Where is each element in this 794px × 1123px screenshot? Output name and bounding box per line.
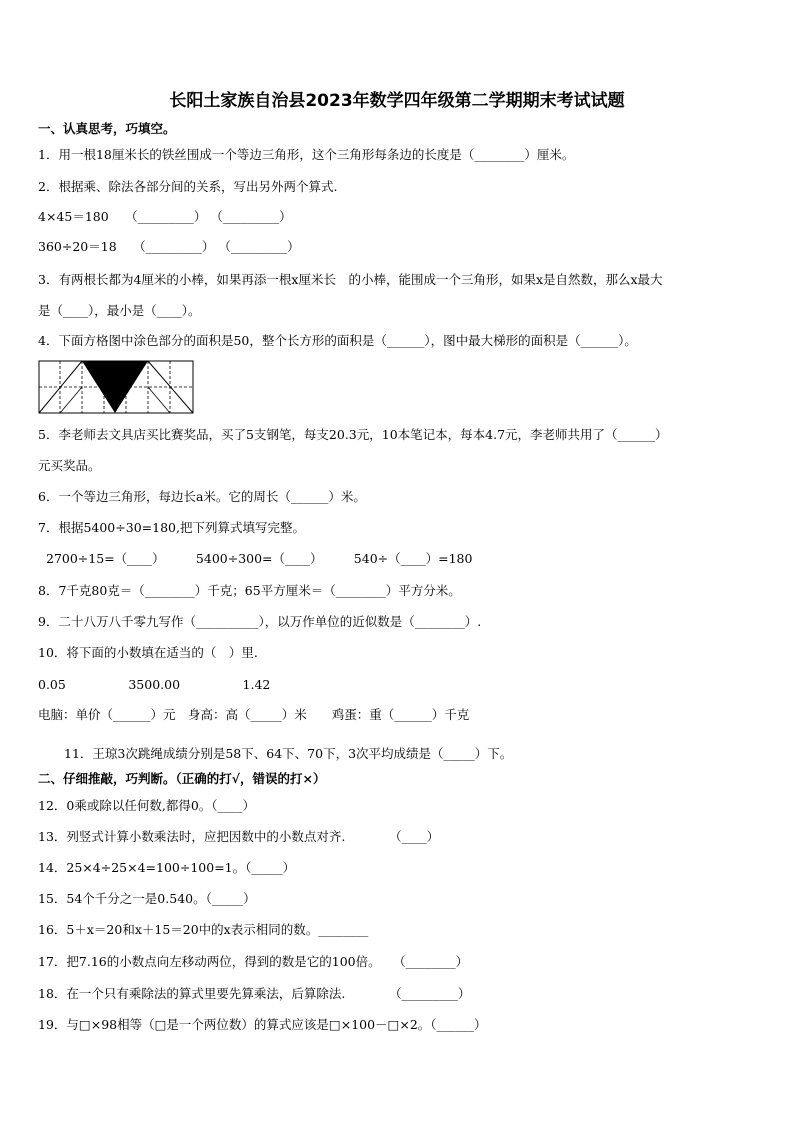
question-17: 17．把7.16的小数点向左移动两位，得到的数是它的100倍。 （________） <box>38 954 469 969</box>
question-10: 10．将下面的小数填在适当的（ ）里. <box>38 645 258 660</box>
question-3: 3．有两根长都为4厘米的小棒，如果再添一根x厘米长 的小棒，能围成一个三角形，如果x是自然数，那么x最大 <box>38 272 663 287</box>
question-6: 6．一个等边三角形，每边长a米。它的周长（______）米。 <box>38 489 366 504</box>
question-2-line-b: 360÷20＝18 （_________） （_________） <box>38 239 300 254</box>
question-10-numbers: 0.05 3500.00 1.42 <box>38 677 271 692</box>
question-13: 13．列竖式计算小数乘法时，应把因数中的小数点对齐. （____） <box>38 829 440 844</box>
question-12: 12．0乘或除以任何数,都得0。（____） <box>38 798 256 813</box>
question-16: 16．5＋x＝20和x＋15＝20中的x表示相同的数。________ <box>38 922 369 937</box>
question-4: 4．下面方格图中涂色部分的面积是50，整个长方形的面积是（______），图中最大梯形的面积是（______）。 <box>38 333 637 348</box>
question-7-exprs: 2700÷15=（____） 5400÷300=（____） 540÷（____）=180 <box>46 551 473 566</box>
question-9: 9．二十八万八千零九写作（__________），以万作单位的近似数是（________）. <box>38 614 482 629</box>
section-heading-2: 二、仔细推敲，巧判断。（正确的打√，错误的打×） <box>38 771 326 786</box>
question-18: 18．在一个只有乘除法的算式里要先算乘法，后算除法. （_________） <box>38 986 471 1001</box>
question-5-cont: 元买奖品。 <box>38 458 101 473</box>
trapezoid-grid-figure <box>38 360 194 414</box>
question-11: 11．王琼3次跳绳成绩分别是58下、64下、70下，3次平均成绩是（_____）下。 <box>64 746 513 761</box>
question-5: 5．李老师去文具店买比赛奖品，买了5支钢笔，每支20.3元，10本笔记本，每本4.7元，李老师共用了（______） <box>38 427 668 442</box>
question-10-blanks: 电脑：单价（______）元 身高：高（_____）米 鸡蛋：重（______）千克 <box>38 707 470 722</box>
question-8: 8．7千克80克＝（________）千克；65平方厘米＝（________）平方分米。 <box>38 583 461 598</box>
question-7: 7．根据5400÷30=180,把下列算式填写完整。 <box>38 520 305 535</box>
page-title: 长阳土家族自治县2023年数学四年级第二学期期末考试试题 <box>169 91 625 111</box>
question-14: 14．25×4÷25×4=100÷100=1。（_____） <box>38 860 296 875</box>
question-15: 15．54个千分之一是0.540。（_____） <box>38 891 256 906</box>
question-19: 19．与□×98相等（□是一个两位数）的算式应该是□×100－□×2。（______） <box>38 1017 487 1032</box>
question-2: 2．根据乘、除法各部分间的关系，写出另外两个算式. <box>38 179 338 194</box>
question-2-line-a: 4×45＝180 （_________） （_________） <box>38 209 292 224</box>
section-heading-1: 一、认真思考，巧填空。 <box>38 121 176 136</box>
question-3-cont: 是（____），最小是（____）。 <box>38 303 201 318</box>
question-1: 1．用一根18厘米长的铁丝围成一个等边三角形，这个三角形每条边的长度是（________）厘米。 <box>38 147 575 162</box>
